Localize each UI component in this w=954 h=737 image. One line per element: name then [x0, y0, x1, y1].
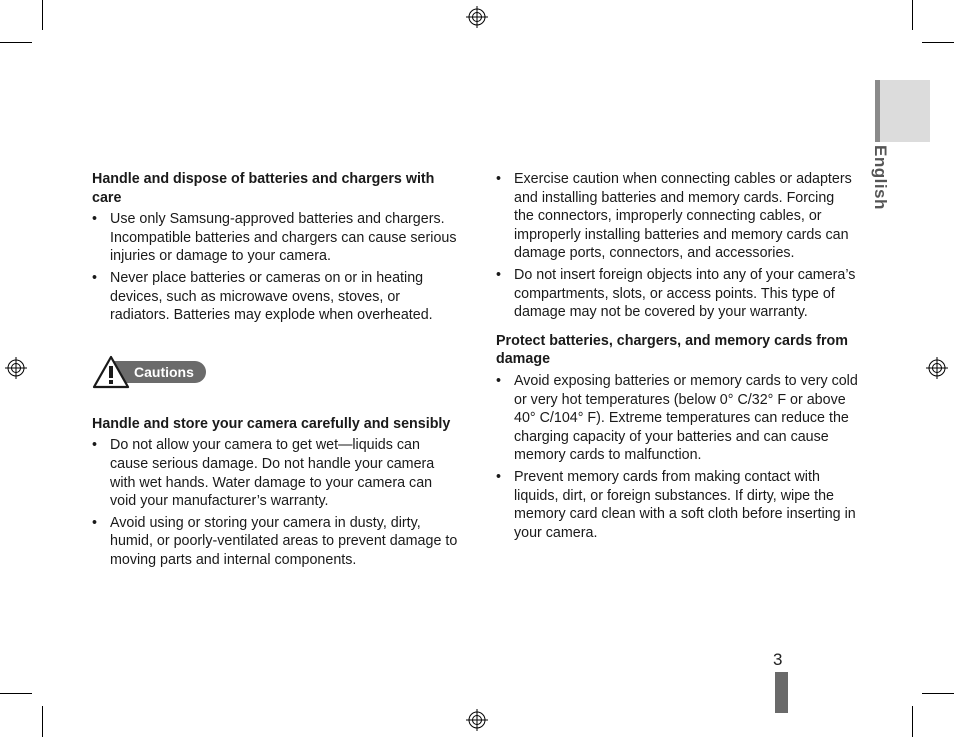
crop-mark [42, 0, 43, 30]
list-item [496, 170, 858, 263]
list-item [92, 210, 462, 266]
list-item-text: Never place batteries or cameras on or in heating devices, such as microwave ovens, stoves, or radiators. Batteries may explode when overheated. [110, 269, 433, 324]
left-column [92, 170, 462, 588]
right-column [496, 170, 858, 560]
bullet-icon: • [92, 437, 98, 454]
bullet-icon: • [496, 468, 502, 485]
list-item-text: Do not insert foreign objects into any of your camera’s compartments, slots, or access points. This type of damage may not be covered by your warranty. [514, 266, 856, 321]
bullet-list [496, 372, 858, 542]
section-heading: Handle and store your camera carefully and sensibly [92, 415, 451, 432]
crop-mark [922, 693, 954, 694]
battery-handling-section [92, 170, 462, 325]
cautions-banner [92, 355, 462, 389]
bullet-icon: • [92, 269, 98, 286]
memory-card-protection-section [496, 332, 858, 543]
bullet-list [496, 170, 858, 322]
bullet-list [92, 210, 462, 325]
registration-mark-icon [926, 357, 948, 379]
bullet-icon: • [92, 514, 98, 531]
language-tab [875, 80, 930, 142]
list-item-text: Prevent memory cards from making contact with liquids, dirt, or foreign substances. If dirty, wipe the memory card clean with a soft cloth before inserting in your camera. [514, 468, 856, 541]
language-label: English [871, 145, 890, 210]
list-item [496, 372, 858, 465]
connection-cautions-section [496, 170, 858, 322]
cautions-label: Cautions [108, 361, 206, 383]
crop-mark [0, 42, 32, 43]
registration-mark-icon [5, 357, 27, 379]
page-number-bar [775, 672, 788, 713]
crop-mark [42, 706, 43, 737]
bullet-icon: • [496, 266, 502, 283]
list-item-text: Avoid exposing batteries or memory cards to very cold or very hot temperatures (below 0° C/32° F or above 40° C/104° F). Extreme temperatures can reduce the charging capacity of your batteries and can cause memory cards to malfunction. [514, 372, 858, 464]
list-item-text: Exercise caution when connecting cables or adapters and installing batteries and memory cards. Forcing the connectors, improperly connecting cables, or improperly installing batteries and memory cards can damage ports, connectors, and accessories. [514, 171, 852, 262]
list-item [92, 436, 462, 510]
list-item-text: Do not allow your camera to get wet—liquids can cause serious damage. Do not handle your camera with wet hands. Water damage to your camera can void your manufacturer’s warranty. [110, 437, 435, 510]
bullet-list [92, 436, 462, 569]
crop-mark [0, 693, 32, 694]
bullet-icon: • [496, 171, 502, 187]
camera-handling-section [92, 415, 462, 570]
registration-mark-icon [466, 709, 488, 731]
list-item-text: Use only Samsung-approved batteries and chargers. Incompatible batteries and chargers can cause serious injuries or damage to your camera. [110, 211, 457, 265]
language-tab-bar [875, 80, 880, 142]
list-item [92, 269, 462, 325]
bullet-icon: • [496, 372, 502, 389]
list-item-text: Avoid using or storing your camera in dusty, dirty, humid, or poorly-ventilated areas to prevent damage to moving parts and internal components. [110, 514, 458, 568]
section-heading: Protect batteries, chargers, and memory cards from damage [496, 332, 848, 368]
section-heading: Handle and dispose of batteries and chargers with care [92, 171, 435, 206]
bullet-icon: • [92, 211, 98, 228]
warning-triangle-icon [92, 355, 130, 389]
page-number: 3 [773, 650, 783, 669]
crop-mark [922, 42, 954, 43]
crop-mark [912, 706, 913, 737]
list-item [496, 468, 858, 542]
list-item [496, 266, 858, 322]
list-item [92, 514, 462, 570]
registration-mark-icon [466, 6, 488, 28]
crop-mark [912, 0, 913, 30]
